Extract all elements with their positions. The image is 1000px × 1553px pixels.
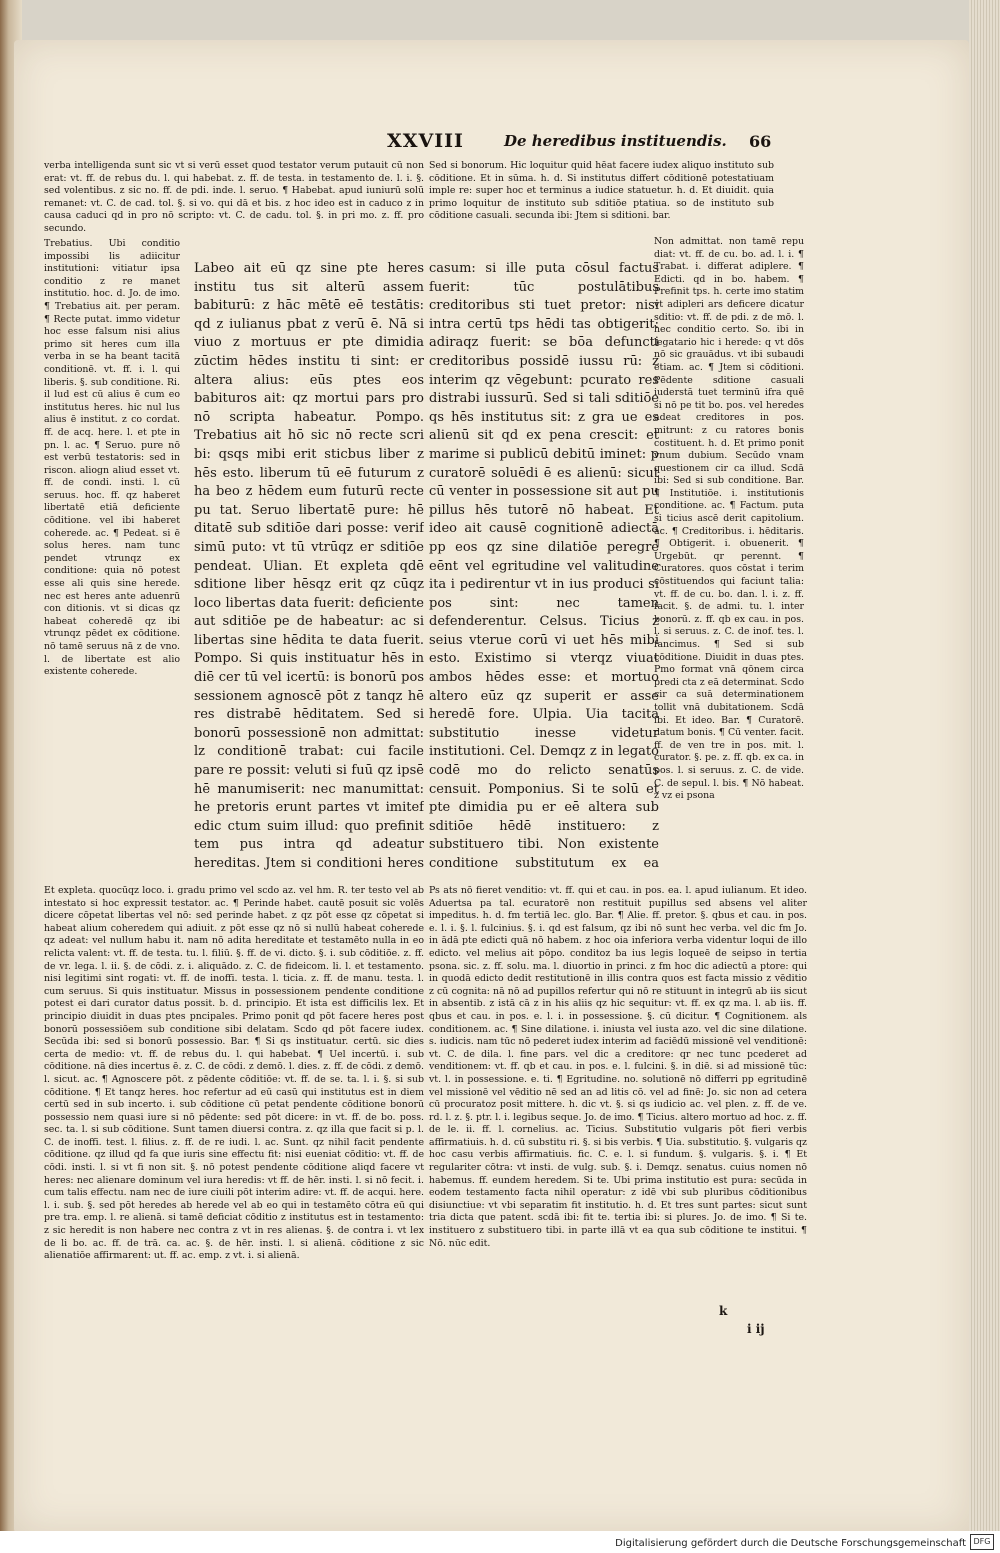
running-title: De heredibus instituendis. [504, 132, 727, 150]
gloss-text: Trebatius. Ubi conditio impossibi lis adiicitur institutioni: vitiatur ipsa conditio z re manet institutio. hoc. d. Jo. de imo. ¶ Trebatius ait. per peram. ¶ Recte putat. immo videtur hoc esse falsum nisi alius primo sit heres cum illa verba in se ha beant tacitā conditionē. vt. ff. i. l. qui liberis. §. sub conditione. Ri. il lud est cū alius ē cum eo institutus heres. hic nul lus alius ē institut. z co cordat. ff. de acq. here. l. et pte in pn. l. ac. ¶ Seruo. pure nō est verbū testatoris: sed in riscon. aliogn aliud esset vt. ff. de condi. insti. l. cū seruus. hoc. ff. qz haberet libertatē etiā deficiente cōditione. vel ibi haberet coherede. ac. ¶ Pedeat. si ē solus heres. nam tunc pendet vtrunqz ex conditione: quia nō potest esse ali quis sine herede. nec est heres ante aduenrū con ditionis. vt si dicas qz habeat coheredē qz ibi vtrunqz pēdet ex cōditione. nō tamē seruus nā z de vno. l. de libertate est alio existente coherede. [44, 238, 180, 678]
book-page [14, 40, 969, 1533]
main-text-left [194, 260, 424, 875]
gloss-left-column [44, 238, 180, 878]
gloss-top-left [44, 160, 424, 236]
main-text: Labeo ait eū qz sine pte heres institu tus sit alterū assem babiturū: z hāc mētē eē testātis: qd z iulianus pbat z verū ē. Nā si viuo z mortuus er pte dimidia zūctim hēdes institu ti sint: er altera alius: eūs ptes eos babituros ait: qz mortui pars pro nō scripta habeatur. Pompo. Trebatius ait hō sic nō recte scri bi: qsqs mibi erit sticbus liber z hēs esto. liberum tū eē futurum z ha beo z hēdem eum futurū recte pu tat. Seruo libertatē pure: hē ditatē sub sditiōe dari posse: verif simū puto: vt tū vtrūqz er sditiōe pendeat. Ulian. Et expleta qdē sditione liber hēsqz erit qz cūqz loco libertas data fuerit: deficiente aut sditiōe pe de habeatur: ac si libertas sine hēdita te data fuerit. Pompo. Si quis instituatur hēs in diē cer tū vel icertū: is bonorū pos sessionem agnoscē pōt z tanqz hē res distrabē hēditatem. Sed si bonorū possessionē non admittat: lz conditionē trabat: cui facile pare re possit: veluti si fuū qz ipsē hē manumiserit: nec manumittat: he pretoris erunt partes vt imitef edic ctum suim illud: quo prefinit tem pus intra qd adeatur hereditas. Jtem si conditioni heres [194, 261, 424, 871]
right-page-edges [969, 0, 1000, 1553]
gloss-text: verba intelligenda sunt sic vt si verū esset quod testator verum putauit cū non erat: vt. ff. de rebus du. l. qui habebat. z. ff. de testa. in testamento de. l. i. §. sed volentibus. z sic no. ff. de pdi. inde. l. seruo. ¶ Habebat. apud iuniurū solū remanet: vt. C. de cad. tol. §. si vo. qui dā et bis. z hoc ideo est in caduco z in causa caduci qd in pro nō scripto: vt. C. de cadu. tol. §. in pri mo. z. ff. pro secundo. [44, 160, 424, 234]
gloss-right-column [654, 236, 804, 896]
folio-number: 66 [749, 132, 772, 151]
funding-credit: Digitalisierung gefördert durch die Deutsche Forschungsgemeinschaft [615, 1538, 966, 1549]
gloss-text: Sed si bonorum. Hic loquitur quid hēat facere iudex aliquo instituto sub cōditione. Et in sūma. h. d. Si institutus differt cōditionē potestatiuam imple re: super hoc et terminus a iudice statuetur. h. d. Et diuidit. quia primo loquitur de instituto sub sditiōe ptatiua. so de instituto sub cōditione casuali. secunda ibi: Jtem si sditioni. bar. [429, 160, 774, 222]
main-text: casum: si ille puta cōsul factus fuerit: tūc postulātibus creditoribus sti tuet pretor: nisi intra certū tps hēdi tas obtigerit: adiraqz fuerit: se bōa defuncti creditoribus possidē iussu rū: z interim qz vēgebunt: pcurato res distrabi iussurū. Sed si tali sditiōe qs hēs institutus sit: z gra ue es alienū sit qd ex pena crescit: et marime si publicū debitū iminet: p curatorē soluēdi ē es alienū: sicut cū venter in possessione sit aut pu pillus hēs tutorē nō habeat. Et ideo ait causē cognitionē adiectā pp eos qz sine dilatiōe peregre eēnt vel egritudine vel valitudine ita i pedirentur vt in ius produci si pos sint: nec tamen defenderentur. Celsus. Ticius z seius vterue corū vi uet hēs mibi esto. Existimo si vterqz viuat ambos hēdes esse: et mortuo altero eūz qz superit er asse heredē fore. Ulpia. Uia tacita substitutio inesse videtur institutioni. Cel. Demqz z in legato codē mo do relicto senatūs censuit. Pomponius. Si te solū et pte dimidia pu er eē altera sub sditiōe hēdē instituero: z substituero tibi. Non existente conditione substitutum ex ea [429, 261, 659, 870]
gloss-top-middle [429, 160, 774, 236]
gloss-text: Non admittat. non tamē repu diat: vt. ff. de cu. bo. ad. l. i. ¶ Trabat. i. differat adiplere. ¶ Edicti. qd in bo. habem. ¶ Prefinit tps. h. certe imo statim vt adipleri ars deficere dicatur sditio: vt. ff. de pdi. z de mō. l. hec conditio certo. So. ibi in legatario hic i herede: q vt dōs nō sic grauādus. vt ibi subaudi etiam. ac. ¶ Jtem si cōditioni. Pēdente sditione casuali iuderstā tuet terminū ifra quē si nō pe tit bo. pos. vel heredes adeat creditores in pos. mitrunt: z cu ratores bonis costituent. h. d. Et primo ponit vnum dubium. Secūdo vnam questionem cir ca illud. Scdā ibi: Sed si sub conditione. Bar. ¶ Institutiōe. i. institutionis conditione. ac. ¶ Factum. puta si ticius ascē derit capitolium. ac. ¶ Creditoribus. i. hēditaris. ¶ Obtigerit. i. obuenerit. ¶ Urgebūt. qr perennt. ¶ Curatores. quos cōstat i terim cōstituendos qui faciunt talia: vt. ff. de cu. bo. dan. l. i. z. ff. facit. §. de admi. tu. l. inter bonorū. z. ff. qb ex cau. in pos. l. si seruus. z. C. de inof. tes. l. fancimus. ¶ Sed si sub cōditione. Diuidit in duas ptes. Pmo format vnā qōnem circa predi cta z eā determinat. Scdo cir ca suā determinationem tollit vnā dubitationem. Scdā ibi. Et ideo. Bar. ¶ Curatorē. datum bonis. ¶ Cū venter. facit. ff. de ven tre in pos. mit. l. curator. §. pe. z. ff. qb. ex ca. in pos. l. si seruus. z. C. de vide. C. de sepul. l. bis. ¶ Nō habeat. z vz ei psona [654, 236, 804, 802]
running-head [14, 130, 969, 158]
leaf-number: XXVIII [387, 130, 464, 152]
gloss-bottom-right [429, 885, 807, 1445]
gloss-text: Ps ats nō fieret venditio: vt. ff. qui et cau. in pos. ea. l. apud iulianum. Et ideo. Aduertsa pa tal. ecuratorē non restituit pupillus sed absens vel aliter impeditus. h. d. fm tertiā lec. glo. Bar. ¶ Alie. ff. pretor. §. qbus et cau. in pos. e. l. i. §. l. fulcinius. §. i. qd est falsum, qz ibi nō sunt hec verba. vel dic fm Jo. in ādā pte edicti quā nō habem. z hoc oia inferiora verba videntur loqui de illo edicto. vel melius ait pōpo. conditoz ba ius legis loqueē de seipso in tertia psona. sic. z. ff. solu. ma. l. diuortio in princi. z fm hoc dic adiectū a ptore: qui in quodā edicto dedit restitutionē in illis contra quos est facta missio z vēditio z cū cognita: nā nō ad pupillos refertur qui nō re stituunt in integrū ab iis sicut in absentib. z istā cā z in his aliis qz hic sequitur: vt. ff. ex qz ma. l. ab iis. ff. qbus et cau. in pos. e. l. i. in possessione. §. cū dicitur. ¶ Cognitionem. als conditionem. ac. ¶ Sine dilatione. i. iniusta vel iusta azo. vel dic sine dilatione. s. iudicis. nam tūc nō pederet iudex interim ad faciēdū missionē vel venditionē: vt. C. de dila. l. fine pars. vel dic a creditore: qr nec tunc pcederet ad venditionem: vt. ff. qb et cau. in pos. e. l. fulcini. §. in diē. si ad missionē tūc: vt. l. in possessione. e. ti. ¶ Egritudine. no. solutionē nō differri pp egritudinē vel missionē vel vēditio nē sed an ad litis cō. vel ad finē: Jo. sic non ad cetera cū procuratoz posit mittere. h. dic vt. §. si qs iudicio ac. vel plen. z. ff. de ve. rd. l. z. §. ptr. l. i. legibus seque. Jo. de imo. ¶ Ticius. altero mortuo ad hoc. z. ff. de le. ii. ff. l. cornelius. ac. Ticius. Substitutio vulgaris pōt fieri verbis affirmatiuis. h. d. cū substitu ri. §. si bis verbis. ¶ Uia. substitutio. §. vulgaris qz hoc casu verbis affirmatiuis. fic. C. e. l. si fundum. §. vulgaris. §. i. ¶ Et regulariter cōtra: vt insti. de vulg. sub. §. i. Demqz. senatus. cuius nomen nō habemus. ff. eundem heredem. Si te. Ubi prima institutio est pura: secūda in eodem testamento facta nihil operatur: z idē vbi sub pluribus cōditionibus disiunctiue: vt vbi separatim fit institutio. h. d. Et tres sunt partes: sicut sunt tria dicta que patent. scdā ibi: fit te. tertia ibi: si plures. Jo. de imo. ¶ Si te. instituero z substituero tibi. in parte illā vt ea qua sub cōditione te institui. ¶ Nō. nūc edit. [429, 885, 807, 1249]
gloss-text: Et expleta. quocūqz loco. i. gradu primo vel scdo az. vel hm. R. ter testo vel ab intestato si hoc expressit testator. ac. ¶ Perinde habet. cautē posuit sic volēs dicere cōpetat libertas vel nō: sed perinde habet. z qz pōt esse qz cōpetat si habeat alium coheredem qui adiuit. z pōt esse qz nō si nullū habeat coherede qz adeat: vel nullum habu it. nam nō adita hereditate et testamēto nulla in eo relicta valent: vt. ff. de testa. tu. l. filiū. §. ff. de vi. dicto. §. i. sub cōditiōe. z. ff. de vr. lega. l. ii. §. de cōdi. z. i. aliquādo. z. C. de fideicom. li. l. et testamento. nisi legitimi sint rogati: vt. ff. de inoffi. testa. l. ticia. z. ff. de manu. testa. l. cum seruus. Si quis instituatur. Missus in possessionem pendente conditione potest ei dari curator datus possit. b. d. principio. Et ista est difficilis lex. Et principio diuidit in duas ptes pncipales. Primo ponit qd pōt facere heres post bonorū possessiōem sub conditione sibi delatam. Scdo qd pōt facere iudex. Secūda ibi: sed si bonorū possessio. Bar. ¶ Si qs instituatur. certū. sic dies certa de medio: vt. ff. de rebus du. l. qui habebat. ¶ Uel incertū. i. sub cōditione. nā dies incertus ē. z. C. de cōdi. z demō. l. dies. z. ff. de cōdi. z demō. l. sicut. ac. ¶ Agnoscere pōt. z pēdente cōditiōe: vt. ff. de se. ta. l. i. §. si sub cōditione. ¶ Et tanqz heres. hoc refertur ad eū casū qui institutus est in diem certū sed in sub incerto. i. sub cōditione cū petat pendente cōditione bonorū possessio nem quasi iure si nō pēdente: sed pōt dicere: in vt. ff. de bo. poss. sec. ta. l. si sub cōditione. Sunt tamen diuersi contra. z. qz illa que facit si p. l. C. de inoffi. test. l. filius. z. ff. de re iudi. l. ac. Sunt. qz nihil facit pendente cōditione. qz illud qd fa que iuris sine effectu fit: nisi eueniat cōditio: vt. ff. de cōdi. insti. l. si vt fi non sit. §. nō potest pendente cōditione aliqd facere vt heres: nec alienare dominum vel iura heredis: vt ff. de hēr. insti. l. si nō fecit. i. cum talis effectu. nam nec de iure ciuili pōt interim adire: vt. ff. de acqui. here. l. i. sub. §. sed pōt heredes ab herede vel ab eo qui in testamēto cōtra eū qui pre tra. emp. l. re alienā. si tamē deficiat cōditio z institutus est in testamento: z sic heredit is non habere nec contra z vt in res alienas. §. de contra i. vt lex de li bo. ac. ff. de trā. ca. ac. §. de hēr. insti. l. si alienā. cōditione z sic alienatiōe affirmarent: ut. ff. ac. emp. z vt. i. si alienā. [44, 885, 424, 1262]
dfg-logo-icon: DFG [970, 1534, 994, 1550]
gloss-bottom-left [44, 885, 424, 1440]
footer-band [0, 1531, 1000, 1553]
catchword: k [719, 1304, 728, 1318]
signature-mark: i ij [747, 1322, 765, 1336]
main-text-middle [429, 260, 659, 870]
